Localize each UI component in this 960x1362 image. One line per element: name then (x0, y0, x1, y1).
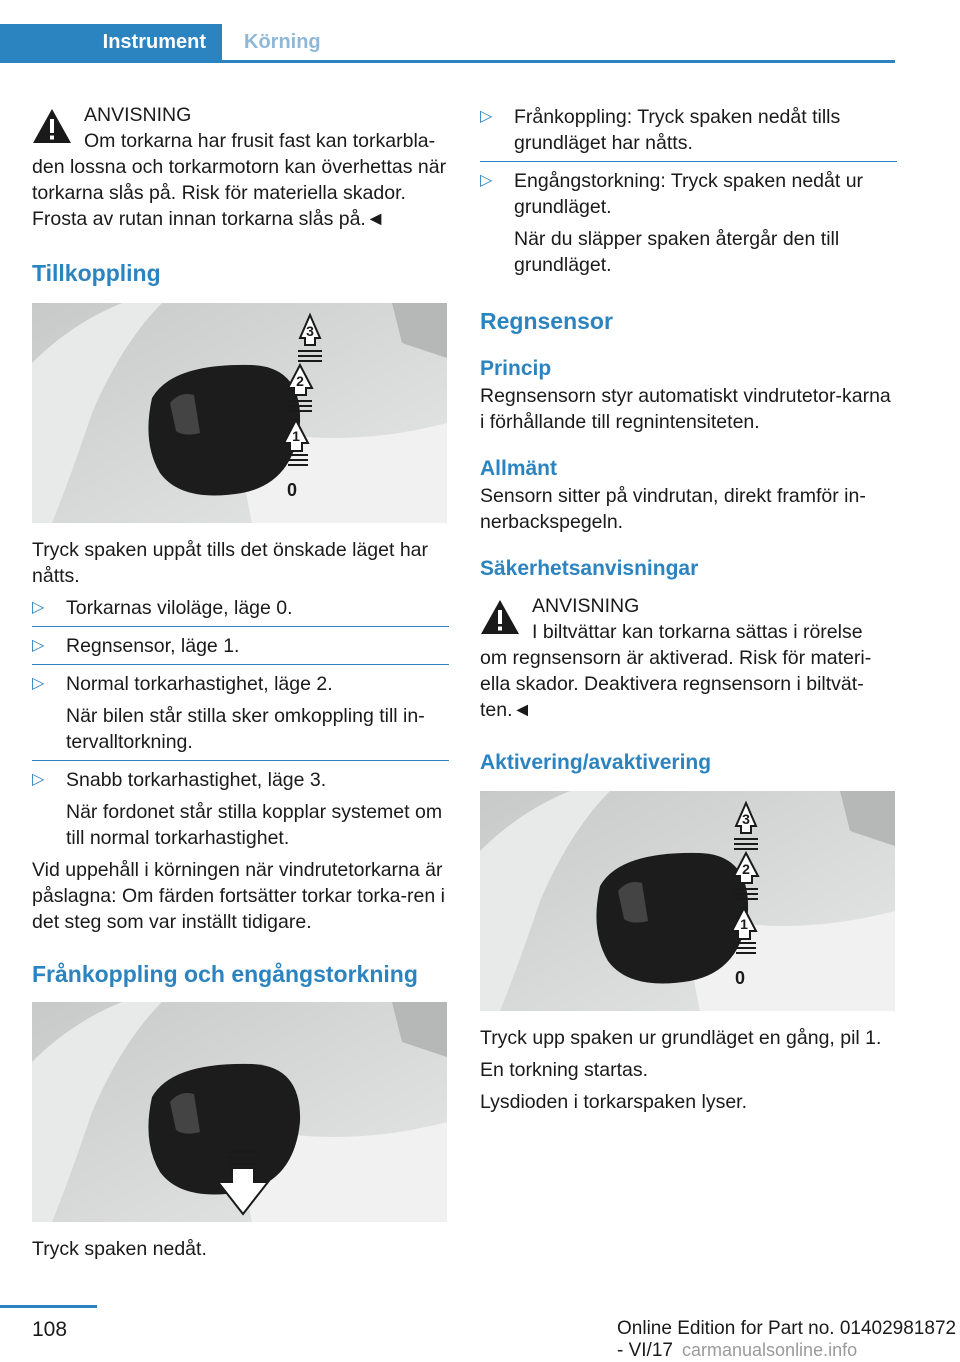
right-column (480, 96, 897, 1115)
list-separator (480, 161, 897, 162)
triangle-bullet-icon: ▷ (480, 108, 493, 125)
list-item (32, 671, 449, 755)
warning-block (32, 96, 449, 232)
position-label-3: 3 (306, 323, 314, 339)
list-item-text: Frånkoppling: Tryck spaken nedåt tills grundläget har nåtts. (514, 106, 841, 154)
list-item-text: Engångstorkning: Tryck spaken nedåt ur grundläget. (514, 170, 864, 218)
subheading-allmant: Allmänt (480, 457, 558, 480)
warning-title: ANVISNING (84, 104, 192, 126)
list-item (32, 595, 449, 621)
figure-wiper-stalk-positions (32, 303, 447, 523)
warning-text: den lossna och torkarmotorn kan överhettas när torkarna slås på. Risk för materiella skador. Frosta av rutan innan torkarna slås på.◄ (32, 156, 447, 230)
position-label-1: 1 (292, 428, 300, 444)
triangle-bullet-icon: ▷ (480, 172, 493, 189)
position-label-0: 0 (286, 480, 298, 500)
list-item-text: Snabb torkarhastighet, läge 3. (66, 769, 327, 791)
princip-text: Regnsensorn styr automatiskt vindrutetor-karna i förhållande till regnintensiteten. (480, 385, 891, 433)
warning-icon (32, 108, 72, 144)
triangle-bullet-icon: ▷ (32, 771, 45, 788)
header-divider (0, 60, 895, 63)
frankoppling-list (480, 104, 897, 278)
tab-instrument[interactable]: Instrument (0, 24, 222, 61)
list-item-subtext: När fordonet står stilla kopplar systemet om till normal torkarhastighet. (66, 801, 443, 849)
wiper-stalk-activation-illustration (480, 791, 895, 1011)
list-separator (32, 626, 449, 627)
list-separator (32, 664, 449, 665)
wiper-positions-list (32, 595, 449, 851)
lysdioden-text: Lysdioden i torkarspaken lyser. (480, 1091, 748, 1113)
edition-text: Online Edition for Part no. 01402981872 - VI/17 (617, 1318, 957, 1361)
list-item (32, 633, 449, 659)
heading-regnsensor: Regnsensor (480, 308, 613, 334)
triangle-bullet-icon: ▷ (32, 675, 45, 692)
page-number: 108 (32, 1318, 68, 1341)
tryck-upp-text: Tryck upp spaken ur grundläget en gång, pil 1. (480, 1027, 882, 1049)
left-column (32, 96, 449, 1262)
footer-divider (0, 1305, 97, 1308)
warning-title: ANVISNING (532, 595, 640, 617)
heading-frankoppling: Frånkoppling och engångstorkning (32, 961, 418, 987)
list-item-subtext: När bilen står stilla sker omkoppling till in-tervalltorkning. (66, 705, 425, 753)
subheading-princip: Princip (480, 357, 552, 380)
warning-icon (480, 599, 520, 635)
wiper-stalk-down-illustration (32, 1002, 447, 1222)
list-separator (32, 760, 449, 761)
warning-line1: Om torkarna har frusit fast kan torkarbla- (84, 130, 436, 152)
en-torkning-text: En torkning startas. (480, 1059, 648, 1081)
warning-block (480, 587, 897, 723)
position-label-2: 2 (742, 861, 750, 877)
tab-korning[interactable]: Körning (244, 31, 321, 53)
list-item (480, 104, 897, 156)
triangle-bullet-icon: ▷ (32, 637, 45, 654)
subheading-sakerhetsanvisningar: Säkerhetsanvisningar (480, 557, 699, 580)
tryck-uppat-text: Tryck spaken uppåt tills det önskade läget har nåtts. (32, 539, 428, 587)
list-item-text: Regnsensor, läge 1. (66, 635, 240, 657)
page-header (0, 0, 895, 64)
warning-line1: I biltvättar kan torkarna sättas i rörelse (532, 621, 863, 643)
list-item-text: Normal torkarhastighet, läge 2. (66, 673, 333, 695)
allmant-text: Sensorn sitter på vindrutan, direkt framför in-nerbackspegeln. (480, 485, 866, 533)
position-label-3: 3 (742, 811, 750, 827)
figure-wiper-stalk-activation (480, 791, 895, 1011)
subheading-aktivering: Aktivering/avaktivering (480, 751, 712, 774)
list-item (480, 168, 897, 278)
heading-tillkoppling: Tillkoppling (32, 260, 161, 286)
watermark: carmanualsonline.info (682, 1340, 858, 1360)
warning-text: om regnsensorn är aktiverad. Risk för materi-ella skador. Deaktivera regnsensorn i biltvät-ten.◄ (480, 647, 872, 721)
wiper-stalk-illustration (32, 303, 447, 523)
triangle-bullet-icon: ▷ (32, 599, 45, 616)
position-label-2: 2 (296, 373, 304, 389)
tryck-nedat-text: Tryck spaken nedåt. (32, 1238, 207, 1260)
figure-wiper-stalk-down (32, 1002, 447, 1222)
list-item (32, 767, 449, 851)
uppehall-text: Vid uppehåll i körningen när vindrutetorkarna är påslagna: Om färden fortsätter torkar torka-ren i det steg som var inställt tidigare. (32, 859, 445, 933)
position-label-1: 1 (740, 916, 748, 932)
list-item-subtext: När du släpper spaken återgår den till grundläget. (514, 228, 840, 276)
position-label-0: 0 (734, 968, 746, 988)
list-item-text: Torkarnas viloläge, läge 0. (66, 597, 293, 619)
